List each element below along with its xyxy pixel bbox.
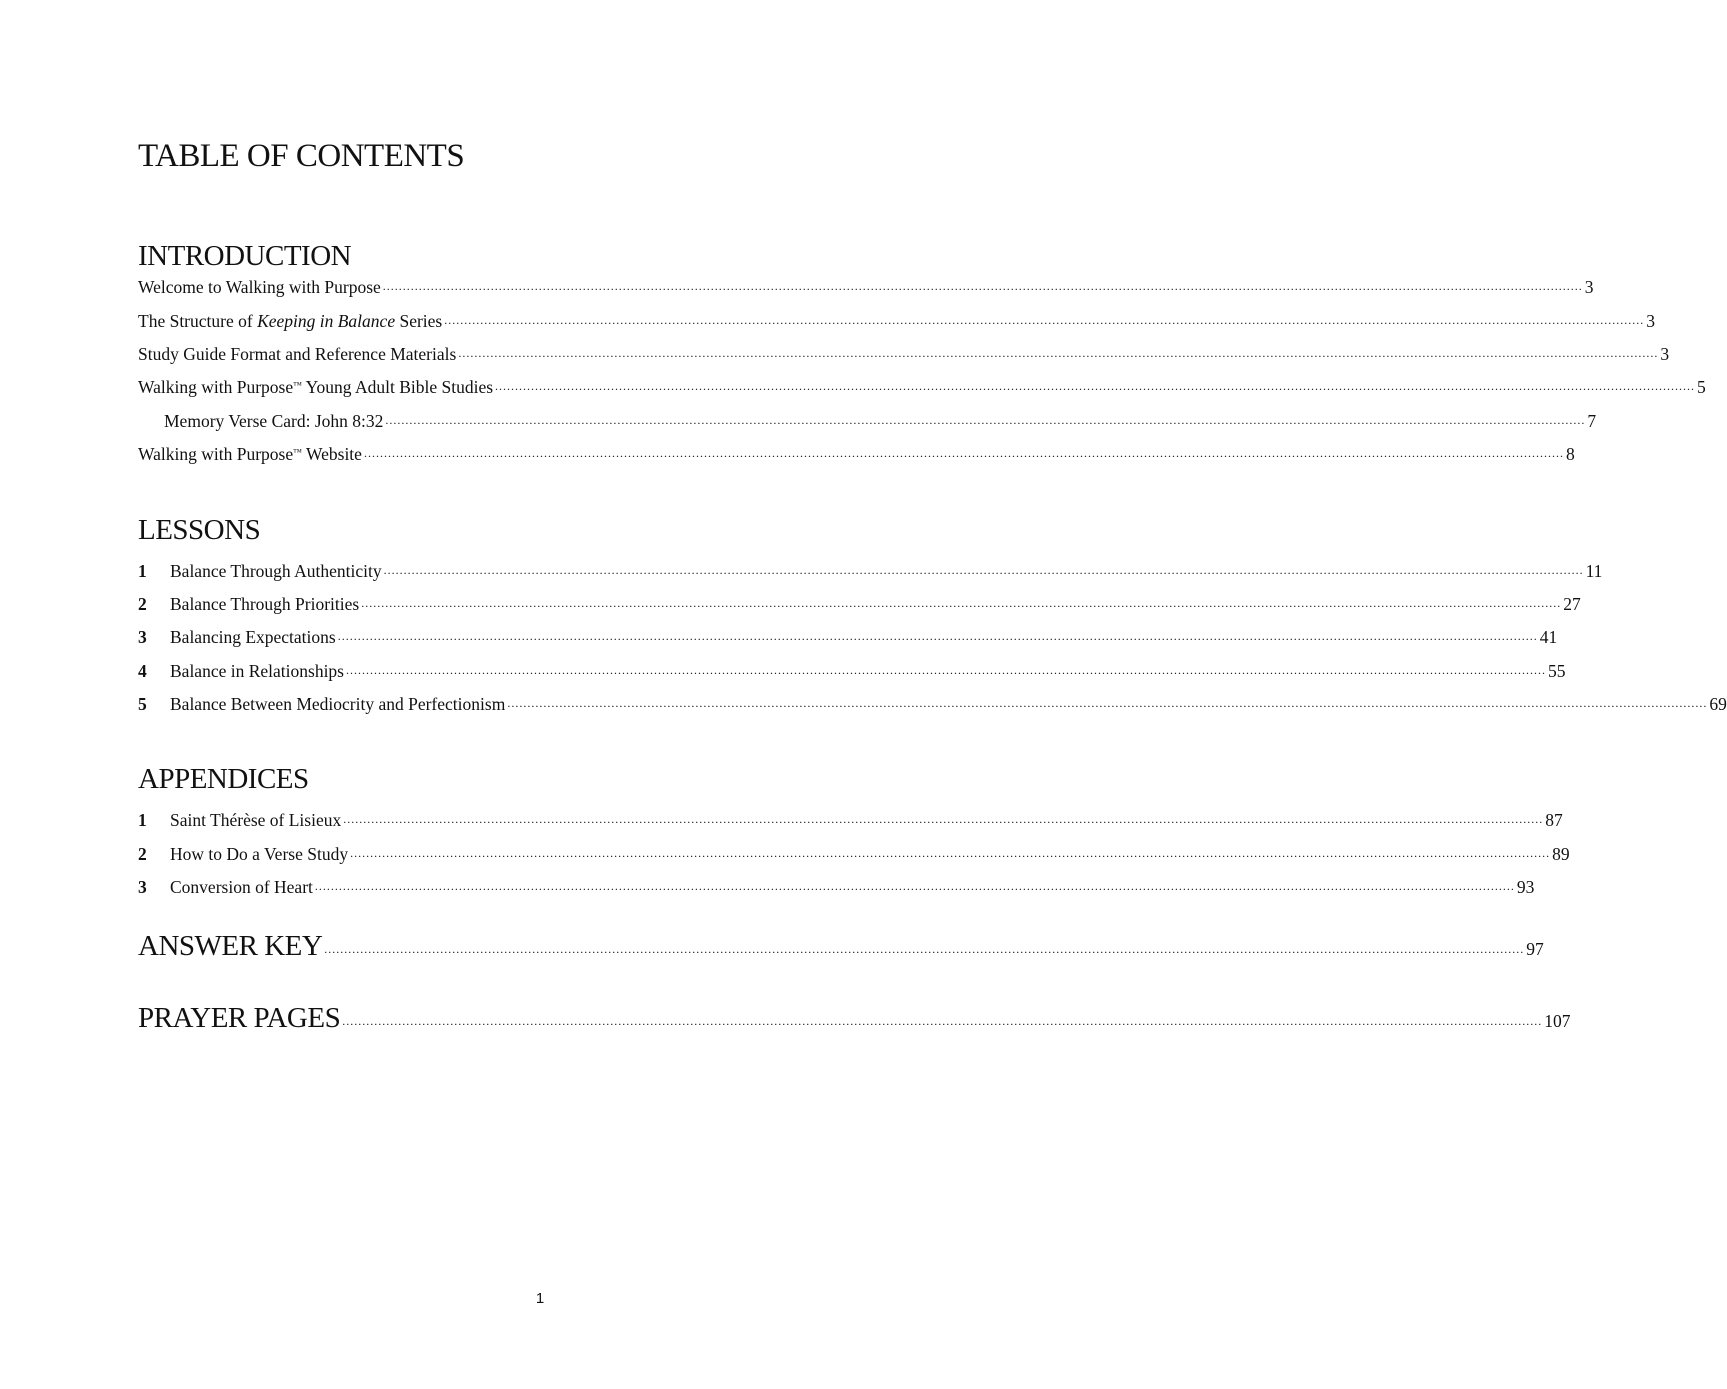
- dot-leader: ............................................................................................................................................................................................................................................................................................................: [383, 563, 1584, 577]
- section-heading-lessons: LESSONS: [138, 514, 261, 546]
- section-heading-appendices: APPENDICES: [138, 763, 309, 795]
- toc-page-number: 87: [1545, 810, 1563, 830]
- toc-entry-number: 3: [138, 627, 147, 647]
- toc-entry-number: 5: [138, 694, 147, 714]
- dot-leader: ............................................................................................................................................................................................................................................................................................................: [337, 629, 1538, 643]
- toc-entry-label: Saint Thérèse of Lisieux: [170, 810, 342, 830]
- toc-entry-study-guide-format[interactable]: [138, 339, 1670, 365]
- toc-page-number: 8: [1565, 444, 1575, 464]
- toc-page-number: 89: [1552, 844, 1570, 864]
- toc-page-number: 7: [1587, 411, 1597, 431]
- toc-lesson-2[interactable]: [138, 589, 1581, 615]
- toc-entry-label: The Structure of Keeping in Balance Series: [138, 311, 443, 331]
- dot-leader: ............................................................................................................................................................................................................................................................................................................: [343, 812, 1544, 826]
- page-title: TABLE OF CONTENTS: [138, 138, 465, 174]
- toc-entry-label: Balancing Expectations: [170, 627, 336, 647]
- toc-appendix-2[interactable]: [138, 839, 1570, 865]
- dot-leader: ............................................................................................................................................................................................................................................................................................................: [342, 1014, 1543, 1028]
- toc-answer-key[interactable]: [138, 928, 1544, 962]
- dot-leader: ............................................................................................................................................................................................................................................................................................................: [385, 413, 1586, 427]
- toc-entry-label: Study Guide Format and Reference Materials: [138, 344, 457, 364]
- toc-entry-number: 2: [138, 844, 147, 864]
- toc-page-number: 27: [1563, 594, 1581, 614]
- toc-entry-label: Memory Verse Card: John 8:32: [164, 411, 384, 431]
- toc-page-number: 3: [1660, 344, 1670, 364]
- toc-entry-label: How to Do a Verse Study: [170, 844, 349, 864]
- toc-entry-number: 3: [138, 877, 147, 897]
- toc-entry-label: Balance Through Priorities: [170, 594, 360, 614]
- toc-entry-structure[interactable]: [138, 306, 1655, 332]
- dot-leader: ............................................................................................................................................................................................................................................................................................................: [324, 942, 1525, 956]
- toc-entry-welcome[interactable]: [138, 272, 1594, 298]
- toc-page-number: 93: [1516, 877, 1535, 897]
- toc-lesson-3[interactable]: [138, 622, 1558, 648]
- toc-entry-label: Walking with Purpose™ Website: [138, 444, 362, 464]
- toc-entry-label: Balance in Relationships: [170, 661, 344, 681]
- toc-entry-number: 2: [138, 594, 147, 614]
- toc-lesson-5[interactable]: [138, 689, 1727, 715]
- dot-leader: ............................................................................................................................................................................................................................................................................................................: [444, 313, 1645, 327]
- toc-entry-label: ANSWER KEY: [138, 930, 323, 962]
- dot-leader: ............................................................................................................................................................................................................................................................................................................: [495, 379, 1696, 393]
- toc-entry-website[interactable]: [138, 439, 1575, 465]
- toc-prayer-pages[interactable]: [138, 1000, 1571, 1034]
- toc-entry-label: Balance Through Authenticity: [170, 561, 382, 581]
- toc-page-number: 3: [1584, 277, 1594, 297]
- toc-entry-label: PRAYER PAGES: [138, 1002, 341, 1034]
- toc-entry-label: Balance Between Mediocrity and Perfectionism: [170, 694, 506, 714]
- toc-page-number: 5: [1697, 377, 1706, 397]
- toc-page-number: 11: [1585, 561, 1603, 581]
- dot-leader: ............................................................................................................................................................................................................................................................................................................: [458, 346, 1659, 360]
- dot-leader: ............................................................................................................................................................................................................................................................................................................: [363, 446, 1564, 460]
- dot-leader: ............................................................................................................................................................................................................................................................................................................: [346, 663, 1546, 677]
- dot-leader: ............................................................................................................................................................................................................................................................................................................: [350, 846, 1551, 860]
- toc-entry-label: Conversion of Heart: [170, 877, 313, 897]
- dot-leader: ............................................................................................................................................................................................................................................................................................................: [314, 879, 1515, 893]
- toc-page-number: 107: [1544, 1011, 1571, 1031]
- toc-page-number: 97: [1526, 939, 1544, 959]
- toc-entry-number: 4: [138, 661, 147, 681]
- dot-leader: ............................................................................................................................................................................................................................................................................................................: [361, 596, 1562, 610]
- page-number-footer: 1: [535, 1290, 545, 1307]
- toc-entry-young-adult-studies[interactable]: [138, 372, 1706, 398]
- section-heading-introduction: INTRODUCTION: [138, 240, 352, 272]
- toc-page-number: 55: [1548, 661, 1566, 681]
- toc-entry-memory-verse-card[interactable]: [138, 406, 1597, 432]
- toc-entry-label: Welcome to Walking with Purpose: [138, 277, 381, 297]
- toc-appendix-3[interactable]: [138, 872, 1535, 898]
- toc-lesson-4[interactable]: [138, 656, 1566, 682]
- dot-leader: ............................................................................................................................................................................................................................................................................................................: [507, 696, 1708, 710]
- toc-entry-number: 1: [138, 561, 147, 581]
- toc-appendix-1[interactable]: [138, 805, 1563, 831]
- toc-entry-label: Walking with Purpose™ Young Adult Bible Studies: [138, 377, 494, 397]
- toc-lesson-1[interactable]: [138, 556, 1603, 582]
- toc-page-number: 3: [1646, 311, 1655, 331]
- toc-page-number: 69: [1709, 694, 1727, 714]
- toc-page-number: 41: [1539, 627, 1558, 647]
- toc-entry-number: 1: [138, 810, 147, 830]
- dot-leader: ............................................................................................................................................................................................................................................................................................................: [382, 279, 1583, 293]
